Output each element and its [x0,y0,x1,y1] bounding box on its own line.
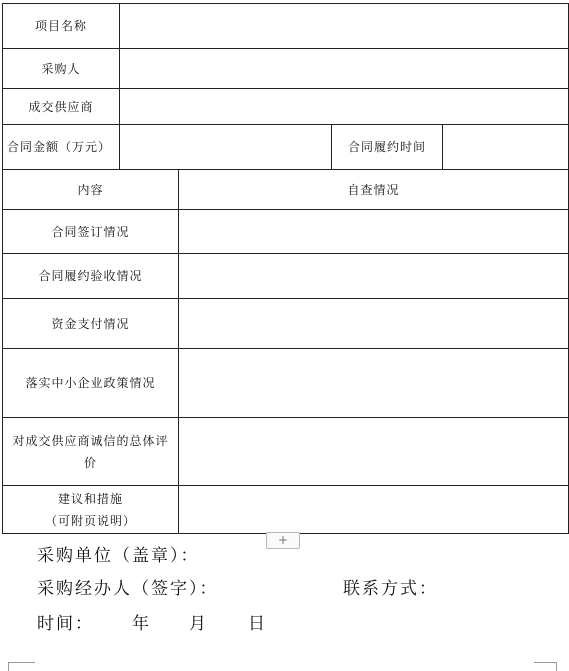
item-label-sme-policy: 落实中小企业政策情况 [3,349,179,418]
item-label-acceptance: 合同履约验收情况 [3,254,179,299]
table-row [3,49,569,89]
project-name-field[interactable] [120,4,569,49]
table-row [3,349,569,418]
table-row [3,4,569,49]
table-row [3,418,569,486]
purchasing-handler-label: 采购经办人（签字）： [37,579,219,599]
item-field-sme-policy[interactable] [179,349,569,418]
contract-amount-field[interactable] [120,125,332,170]
table-row [3,89,569,125]
contact-label: 联系方式： [343,579,438,599]
table-row [3,210,569,254]
table-row [3,486,569,534]
project-name-label: 项目名称 [3,4,120,49]
table-row [3,299,569,349]
supplier-field[interactable] [120,89,569,125]
day-label: 日 [248,614,267,634]
table-row [3,170,569,210]
item-field-payment[interactable] [179,299,569,349]
item-label-suggestions: 建议和措施 （可附页说明） [3,486,179,534]
contract-amount-label: 合同金额（万元） [3,125,120,170]
item-field-contract-signing[interactable] [179,210,569,254]
evaluation-form-table [2,3,569,534]
add-row-button[interactable]: + [266,532,300,549]
purchaser-label: 采购人 [3,49,120,89]
purchaser-field[interactable] [120,49,569,89]
item-label-payment: 资金支付情况 [3,299,179,349]
time-label: 时间： [37,614,94,634]
supplier-label: 成交供应商 [3,89,120,125]
table-row [3,254,569,299]
item-label-contract-signing: 合同签订情况 [3,210,179,254]
purchasing-unit-label: 采购单位（盖章）： [37,546,200,566]
table-row [3,125,569,170]
item-field-acceptance[interactable] [179,254,569,299]
self-check-header: 自查情况 [179,170,569,210]
item-field-suggestions[interactable] [179,486,569,534]
month-label: 月 [189,614,208,634]
item-label-integrity: 对成交供应商诚信的总体评价 [3,418,179,486]
contract-time-label: 合同履约时间 [332,125,443,170]
item-field-integrity[interactable] [179,418,569,486]
year-label: 年 [132,614,151,634]
contract-time-field[interactable] [443,125,569,170]
page-corner-marker-right [534,662,557,671]
content-header: 内容 [3,170,179,210]
page-corner-marker-left [8,662,35,671]
